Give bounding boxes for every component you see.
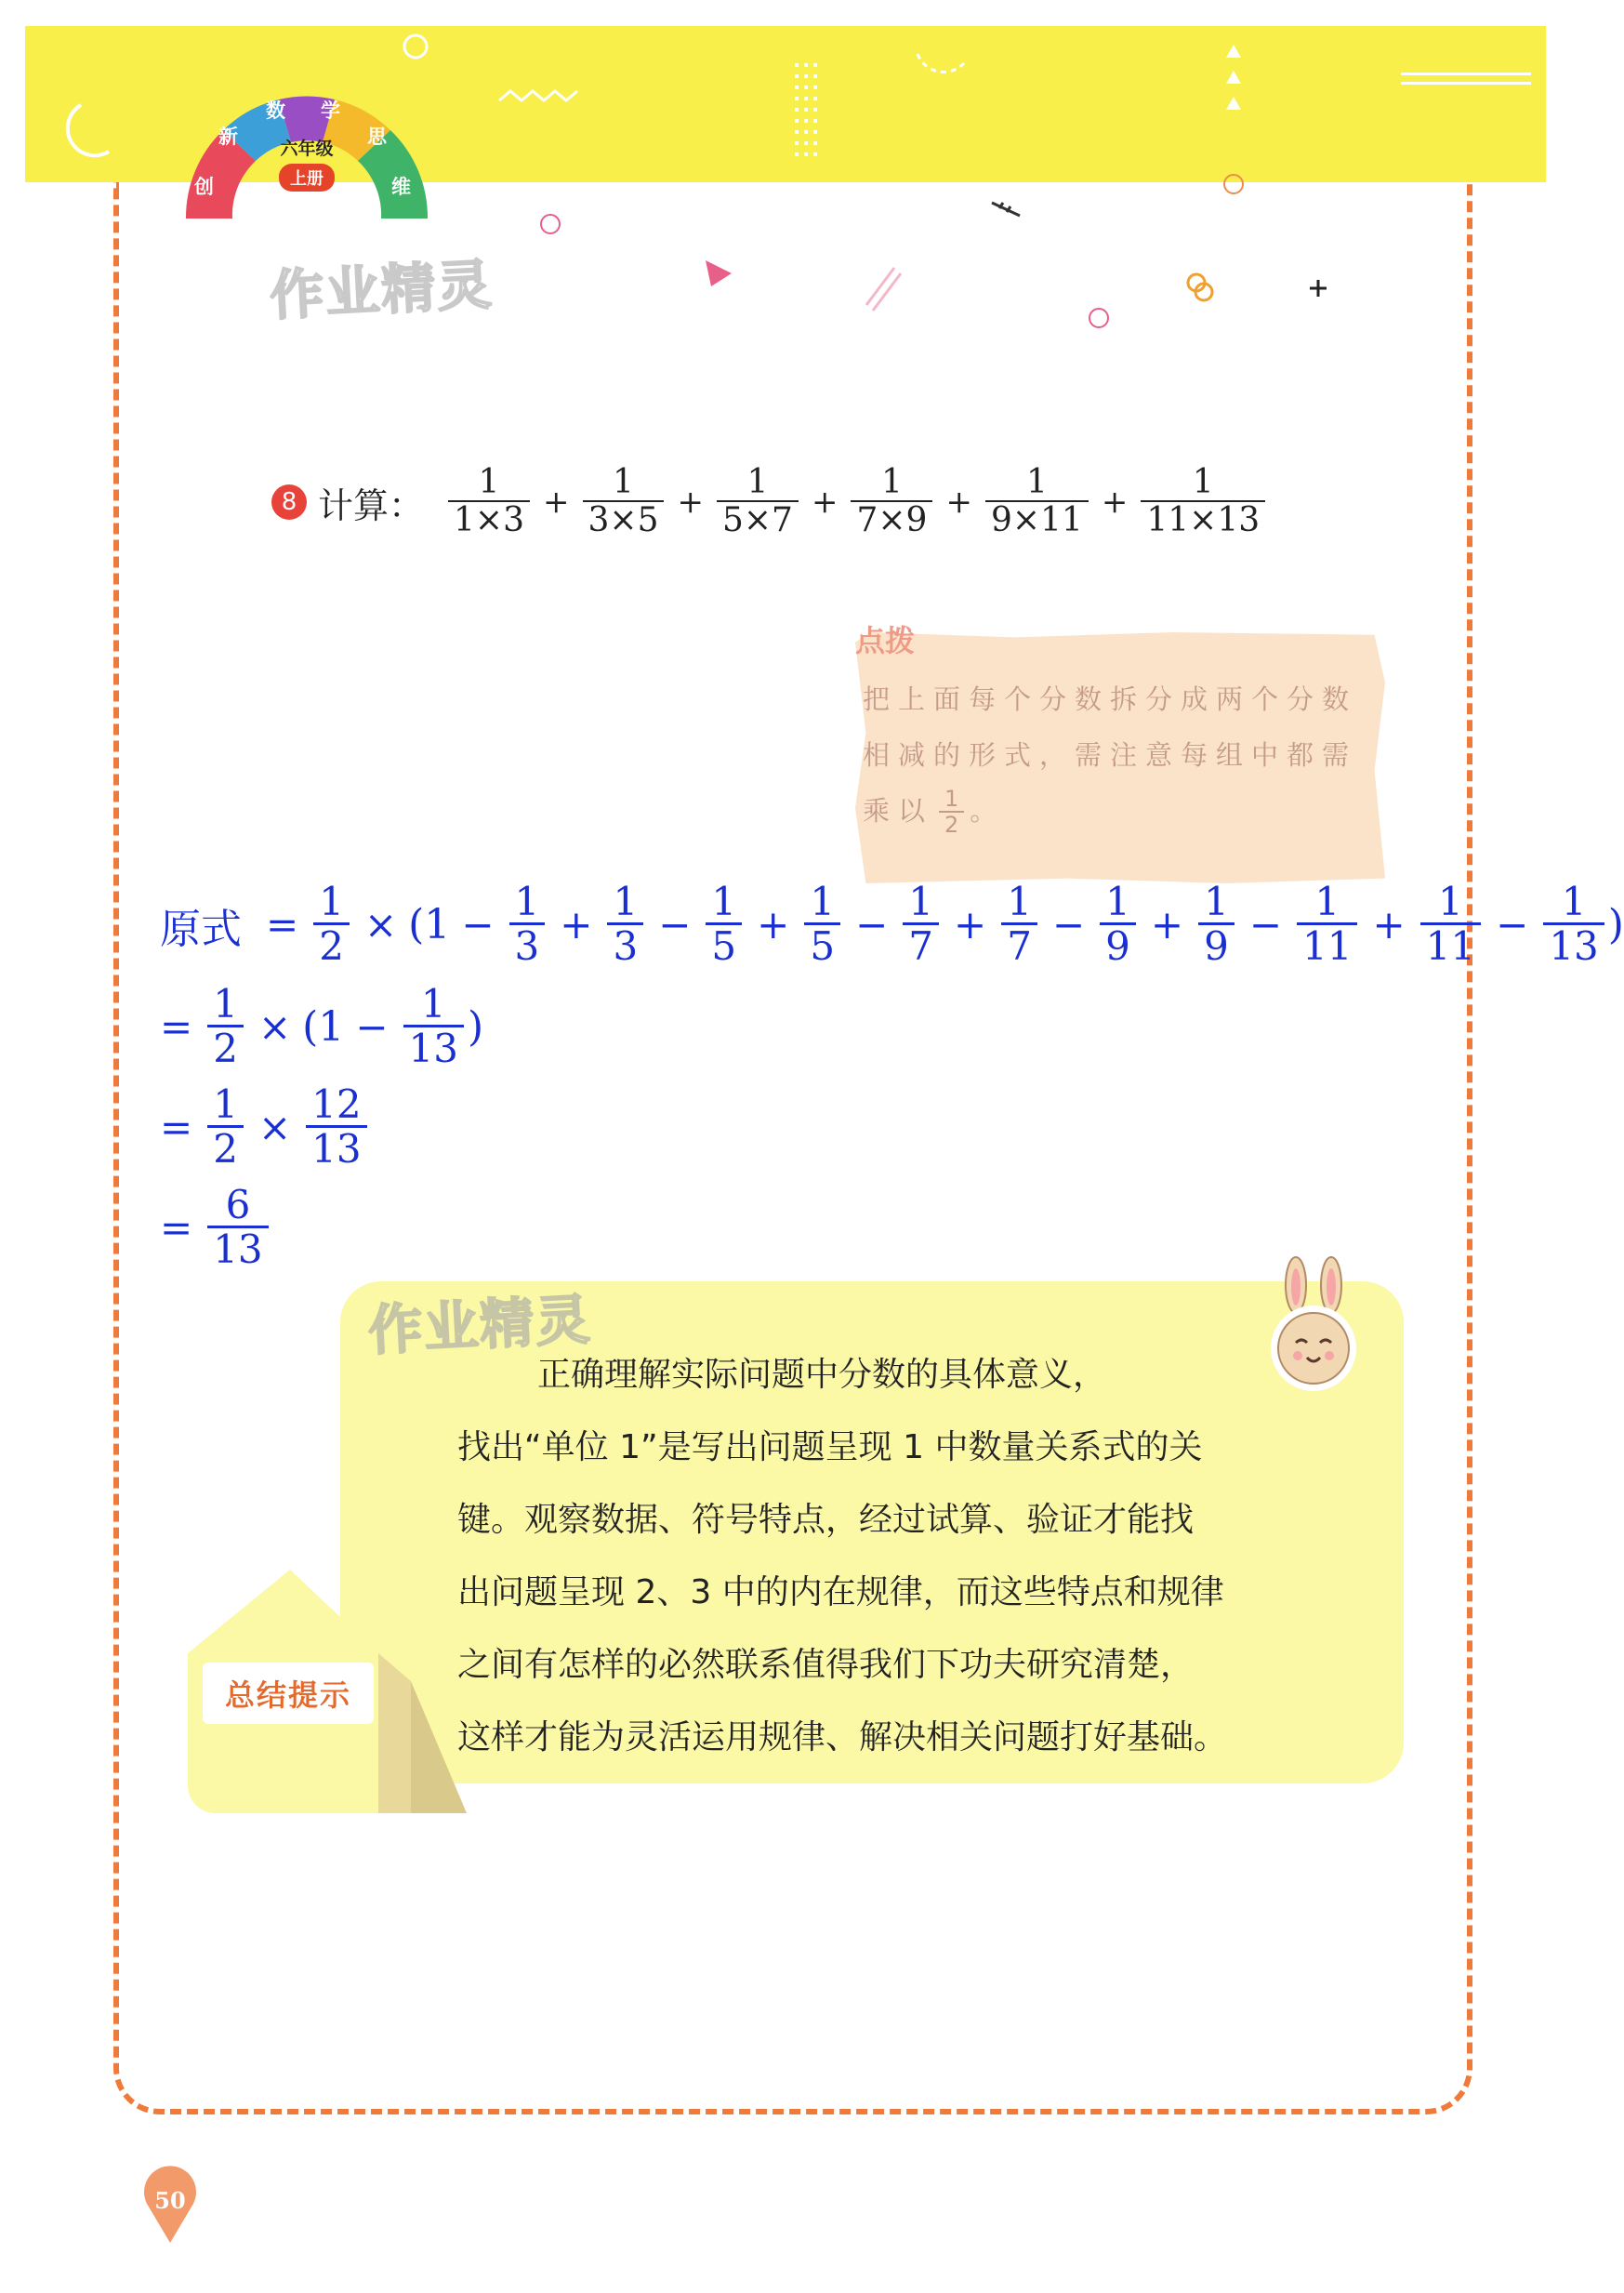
plus-sign: + [677, 484, 704, 521]
solution-operator: + [954, 902, 987, 948]
problem-term: $\frac{1}{7\times 9}$ [851, 465, 932, 538]
solution-prefix: 原式 [160, 905, 242, 953]
summary-line: 之间有怎样的必然联系值得我们下功夫研究清楚， [457, 1646, 1195, 1684]
watermark: 作业精灵 [268, 252, 495, 328]
solution-fraction: $\frac{1}{7}$ [903, 881, 939, 968]
problem-line [271, 456, 1271, 549]
solution-fraction: $\frac{1}{5}$ [804, 881, 840, 968]
problem-term: $\frac{1}{1\times 3}$ [448, 465, 530, 538]
solution-line-1: 原式 = $\frac{1}{2}$ × (1 − $\frac{1}{3}$ + $\frac{1}{3}$ − $\frac{1}{5}$ + $\frac{1}{5}$ − $\frac{1}{7}$ + $\frac{1}{7}$ − $\frac{1}{9}$ + $\frac{1}{9}$ − $\frac{1}{11}$ + $\frac{1}{11}$ − $\frac{1}{13}$ ) [160, 879, 1624, 970]
summary-line: 键。观察数据、符号特点，经过试算、验证才能找 [457, 1501, 1195, 1539]
problem-term: $\frac{1}{9\times 11}$ [985, 465, 1089, 538]
summary-line: 这样才能为灵活运用规律、解决相关问题打好基础。 [457, 1718, 1228, 1756]
solution-operator: − [1051, 902, 1086, 948]
problem-term: $\frac{1}{3\times 5}$ [583, 465, 665, 538]
page-number-badge [141, 2167, 199, 2245]
solution-operator: − [1496, 902, 1529, 948]
problem-label: 计算： [318, 484, 425, 526]
watermark: 作业精灵 [366, 1287, 593, 1363]
badge-volume: 上册 [279, 164, 335, 192]
solution-items [450, 881, 1607, 968]
plus-sign: + [543, 484, 570, 521]
solution-line-4: = $\frac{6}{13}$ [160, 1185, 272, 1271]
solution-line-3: = $\frac{1}{2}$ × $\frac{12}{13}$ [160, 1084, 371, 1171]
badge-arc-char: 学 [321, 99, 340, 122]
plus-sign: + [811, 484, 838, 521]
solution-operator: − [1248, 902, 1283, 948]
badge-grade: 六年级 [280, 139, 334, 159]
badge-arc-char: 数 [266, 99, 285, 122]
badge-arc-char: 新 [218, 126, 238, 148]
solution-fraction: $\frac{1}{3}$ [509, 881, 546, 968]
solution-fraction: $\frac{1}{11}$ [1297, 881, 1357, 968]
plus-sign: + [1101, 484, 1129, 521]
problem-term: $\frac{1}{5\times 7}$ [717, 465, 799, 538]
hint-title: 点拨 [855, 623, 916, 658]
badge-arc-char: 创 [194, 176, 214, 198]
solution-operator: − [658, 902, 692, 948]
solution-fraction: $\frac{1}{3}$ [607, 881, 643, 968]
solution-operator: + [1372, 902, 1406, 948]
hint-line: 相减的形式，需注意每组中都需 [863, 739, 1358, 771]
page-number: 50 [154, 2187, 186, 2214]
hint-fraction: $\frac{1}{2}$ [939, 788, 964, 838]
summary-line: 出问题呈现 2、3 中的内在规律，而这些特点和规律 [457, 1573, 1224, 1611]
solution-fraction: $\frac{1}{5}$ [706, 881, 742, 968]
solution-operator: + [757, 902, 790, 948]
summary-line: 找出“单位 1”是写出问题呈现 1 中数量关系式的关 [457, 1428, 1203, 1466]
moon-icon [68, 105, 109, 155]
summary-label: 总结提示 [203, 1663, 374, 1724]
solution-operator: − [855, 902, 889, 948]
badge-arc-char: 思 [367, 126, 387, 148]
solution-fraction: $\frac{1}{11}$ [1420, 881, 1481, 968]
hint-text [863, 671, 1376, 839]
summary-line: 正确理解实际问题中分数的具体意义， [537, 1356, 1107, 1394]
solution-operator: + [1150, 902, 1184, 948]
badge-arc-char: 维 [391, 176, 411, 198]
problem-term: $\frac{1}{11\times 13}$ [1141, 465, 1265, 538]
summary-text [457, 1339, 1368, 1774]
problem-number: 8 [271, 484, 307, 520]
solution-operator: − [461, 902, 495, 948]
solution-fraction: $\frac{1}{9}$ [1198, 881, 1235, 968]
solution-operator: + [560, 902, 593, 948]
solution-fraction: $\frac{1}{9}$ [1100, 881, 1136, 968]
bunny-icon [1259, 1257, 1368, 1397]
solution-fraction: $\frac{1}{13}$ [1543, 881, 1604, 968]
solution-line-2: = $\frac{1}{2}$ × (1 − $\frac{1}{13}$ ) [160, 981, 484, 1072]
plus-sign: + [945, 484, 972, 521]
hint-line: 乘以 $\frac{1}{2}$ 。 [863, 786, 1006, 839]
solution-fraction: $\frac{1}{7}$ [1001, 881, 1037, 968]
hint-line: 把上面每个分数拆分成两个分数 [863, 683, 1358, 715]
